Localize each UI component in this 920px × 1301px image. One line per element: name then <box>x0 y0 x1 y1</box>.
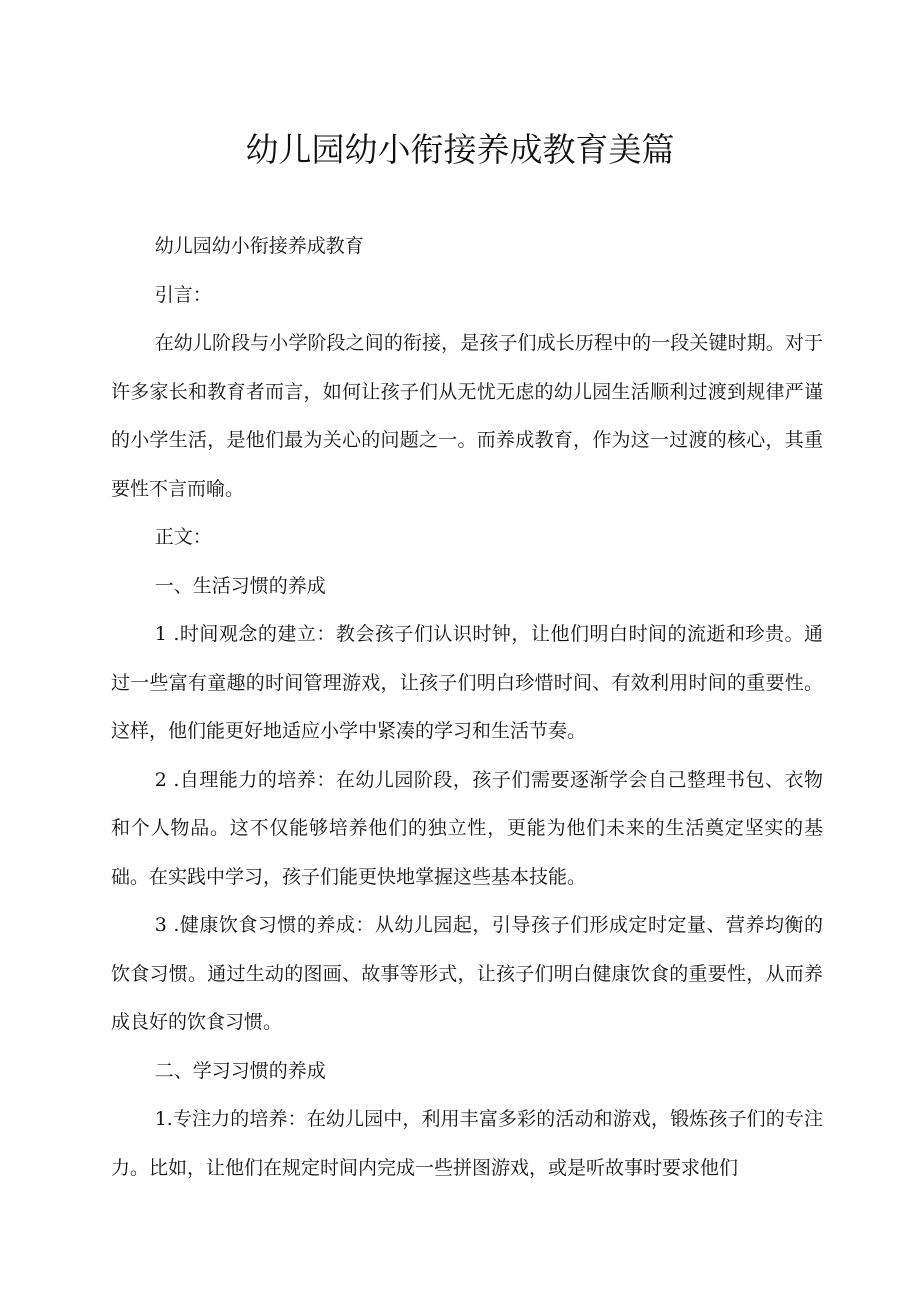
paragraph-focus: 1.专注力的培养：在幼儿园中，利用丰富多彩的活动和游戏，锻炼孩子们的专注力。比如，让他们在规定时间内完成一些拼图游戏，或是听故事时要求他们 <box>111 1108 823 1179</box>
section-heading-study-habits: 二、学习习惯的养成 <box>154 1059 326 1082</box>
document-body <box>111 222 823 1192</box>
paragraph-self-care: 2 .自理能力的培养：在幼儿园阶段，孩子们需要逐渐学会自己整理书包、衣物和个人物品。这不仅能够培养他们的独立性，更能为他们未来的生活奠定坚实的基础。在实践中学习，孩子们能更快地掌握这些基本技能。 <box>111 768 823 888</box>
paragraph-subtitle: 幼儿园幼小衔接养成教育 <box>154 235 364 257</box>
paragraph-time-concept: 1 .时间观念的建立：教会孩子们认识时钟，让他们明白时间的流逝和珍贵。通过一些富有童趣的时间管理游戏，让孩子们明白珍惜时间、有效利用时间的重要性。这样，他们能更好地适应小学中紧凑的学习和生活节奏。 <box>111 623 823 742</box>
paragraph-healthy-eating: 3 .健康饮食习惯的养成：从幼儿园起，引导孩子们形成定时定量、营养均衡的饮食习惯。通过生动的图画、故事等形式，让孩子们明白健康饮食的重要性，从而养成良好的饮食习惯。 <box>111 914 823 1033</box>
document-title: 幼儿园幼小衔接养成教育美篇 <box>245 130 675 169</box>
paragraph-main-heading: 正文： <box>154 526 212 548</box>
paragraph-intro: 在幼儿阶段与小学阶段之间的衔接，是孩子们成长历程中的一段关键时期。对于许多家长和教育者而言，如何让孩子们从无忧无虑的幼儿园生活顺利过渡到规律严谨的小学生活，是他们最为关心的问题之一。而养成教育，作为这一过渡的核心，其重要性不言而喻。 <box>111 332 823 500</box>
paragraph-intro-heading: 引言： <box>154 283 212 306</box>
section-heading-life-habits: 一、生活习惯的养成 <box>154 574 326 597</box>
